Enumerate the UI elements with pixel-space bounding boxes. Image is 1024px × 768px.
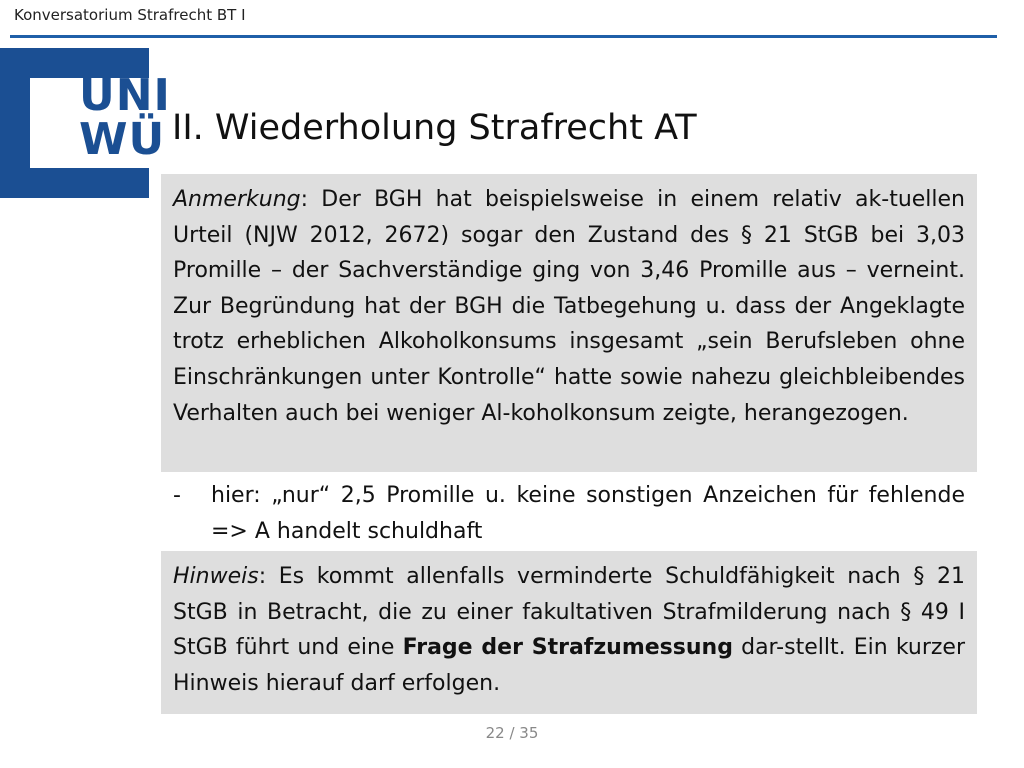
hint-box [161,551,977,714]
logo-wordmark [79,70,171,165]
note-text: : Der BGH hat beispielsweise in einem relativ ak-tuellen Urteil (NJW 2012, 2672) sogar den Zustand des § 21 StGB bei 3,03 Promille – der Sachverständige ging von 3,46 Promille aus – verneint. Zur Begründung hat der BGH die Tatbegehung u. dass der Angeklagte trotz erheblichen Alkoholkonsums insgesamt „sein Berufsleben ohne Einschränkungen unter Kontrolle“ hatte sowie nahezu gleichbleibendes Verhalten auch bei weniger Al-koholkonsum zeigte, herangezogen. [173,187,965,426]
logo-line-1: UNI [79,70,171,121]
slide-title: II. Wiederholung Strafrecht AT [172,108,697,148]
note-paragraph [173,182,965,431]
hint-text-after: dar-stellt. Ein kurzer Hinweis hierauf darf erfolgen. [173,635,966,696]
bullet-item [161,478,977,549]
note-label: Anmerkung [173,187,301,212]
page-indicator: 22 / 35 [485,724,539,742]
bullet-marker: - [173,483,181,508]
hint-label: Hinweis [173,564,259,589]
bullet-text: hier: „nur“ 2,5 Promille u. keine sonstigen Anzeichen für fehlende => A handelt schuldhaft [211,483,965,544]
hint-paragraph [173,559,965,701]
logo-line-2: WÜ [79,114,166,165]
course-title: Konversatorium Strafrecht BT I [14,6,246,24]
hint-bold-phrase: Frage der Strafzumessung [402,635,733,661]
header-divider [10,35,997,38]
hint-text-before: : Es kommt allenfalls verminderte Schuldfähigkeit nach § 21 StGB in Betracht, die zu einer fakultativen Strafmilderung nach § 49 I StGB führt und eine [173,564,965,661]
note-box [161,174,977,472]
